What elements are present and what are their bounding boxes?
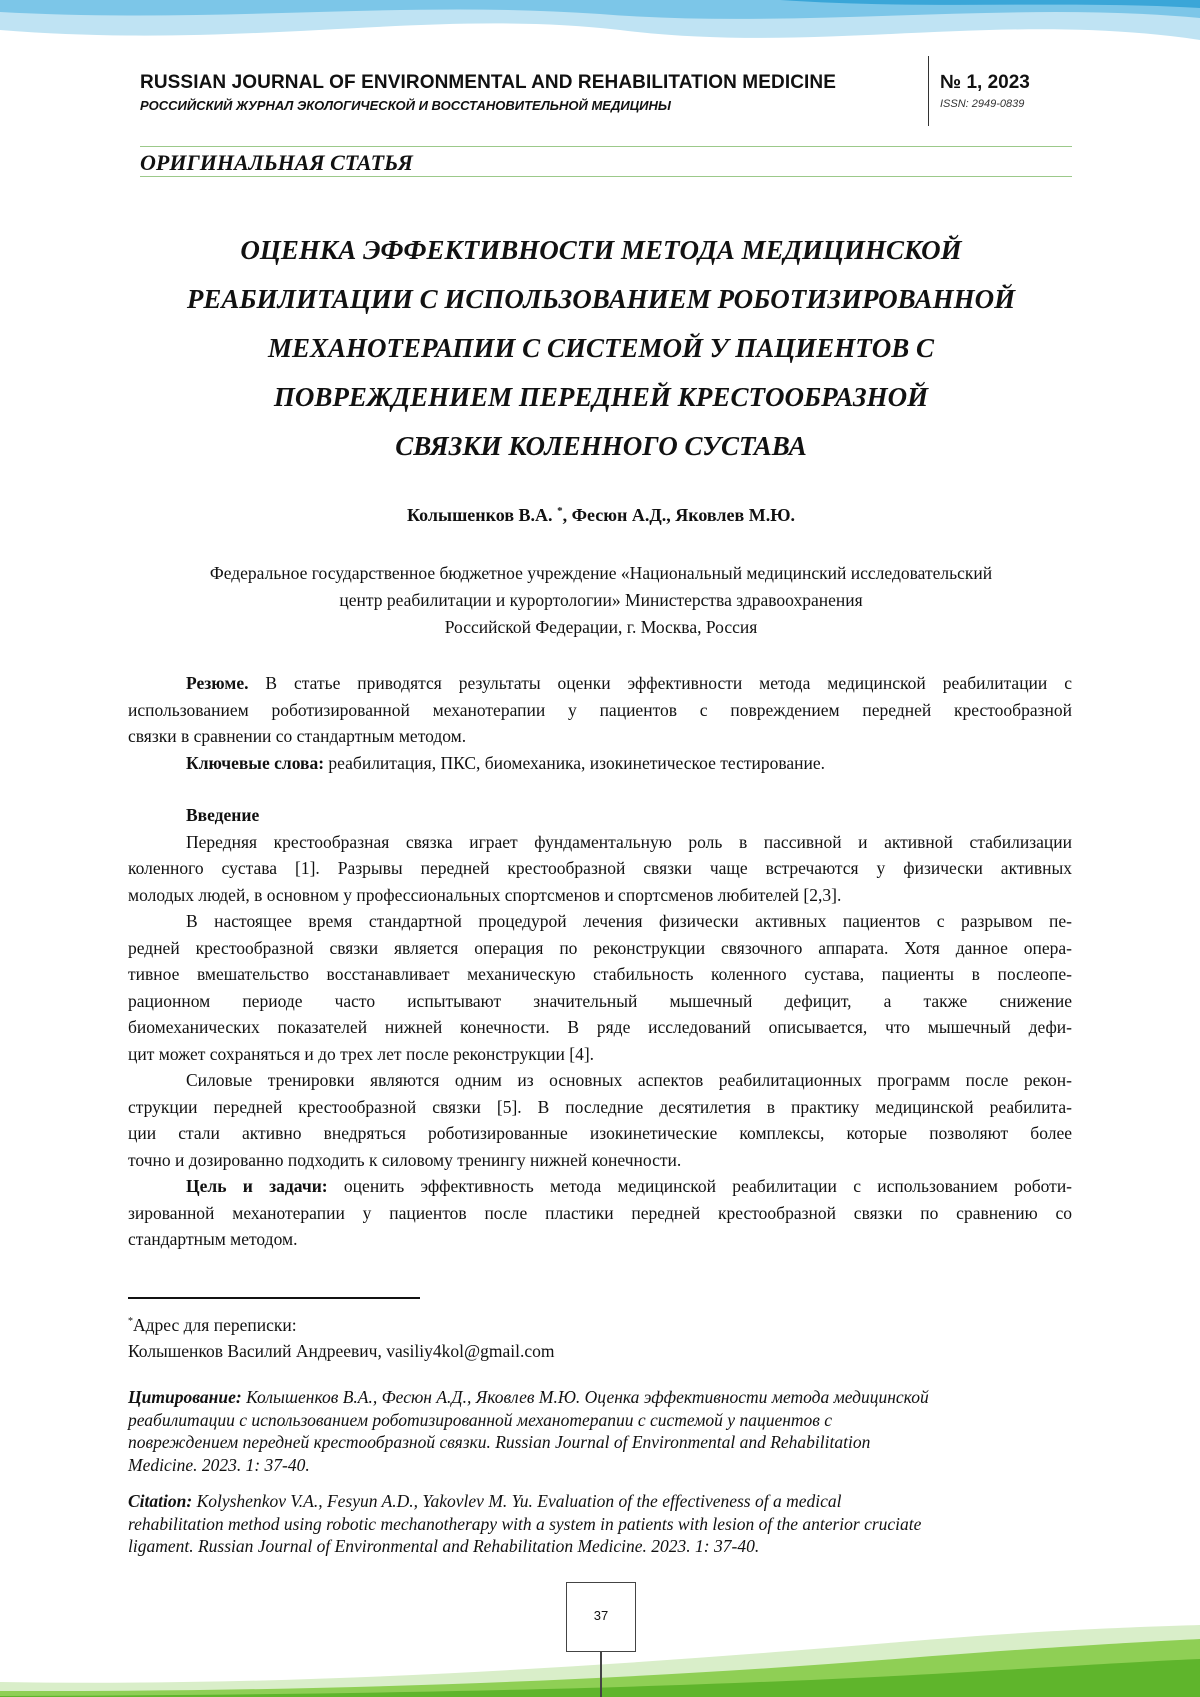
- goal-line: [128, 1173, 1072, 1200]
- paragraph-line: точно и дозированно подходить к силовому тренингу нижней конечности.: [128, 1149, 682, 1170]
- citation-en-label: Citation:: [128, 1491, 193, 1511]
- footnote-label: Адрес для переписки:: [133, 1314, 297, 1335]
- intro-heading: [128, 802, 1072, 829]
- footnote-mark: *: [128, 1316, 133, 1327]
- citation-ru-line: Medicine. 2023. 1: 37-40.: [128, 1454, 310, 1475]
- paragraph-line: коленного сустава [1]. Разрывы передней крестообразной связки чаще встречаются у физически активных: [128, 858, 1072, 878]
- paragraph-line: ции стали активно внедряться роботизированные изокинетические комплексы, которые позволяют более: [128, 1123, 1072, 1143]
- citation-en-line: rehabilitation method using robotic mechanotherapy with a system in patients with lesion of the anterior cruciate: [128, 1513, 922, 1534]
- section-rule-top: [140, 146, 1072, 147]
- affiliation-line: центр реабилитации и курортологии» Министерства здравоохранения: [339, 590, 863, 610]
- paragraph-line: цит может сохраняться и до трех лет после реконструкции [4].: [128, 1043, 595, 1064]
- footnote-rule: [128, 1297, 420, 1299]
- paragraph-line: Передняя крестообразная связка играет фундаментальную роль в пассивной и активной стабилизации: [186, 831, 1072, 852]
- paragraph-line: молодых людей, в основном у профессиональных спортсменов и спортсменов любителей [2,3].: [128, 884, 842, 905]
- paragraph-line: биомеханических показателей нижней конечности. В ряде исследований описывается, что мышечный дефи-: [128, 1017, 1072, 1037]
- keywords: [128, 750, 1072, 777]
- paragraph-line: редней крестообразной связки является операция по реконструкции связочного аппарата. Хотя данное опера-: [128, 937, 1072, 958]
- page-number-stem: [600, 1652, 602, 1697]
- affiliation-line: Российской Федерации, г. Москва, Россия: [444, 617, 758, 637]
- citation-en-line: ligament. Russian Journal of Environmental and Rehabilitation Medicine. 2023. 1: 37-40.: [128, 1536, 760, 1556]
- citation-ru-label: Цитирование:: [128, 1387, 242, 1407]
- title-line: РЕАБИЛИТАЦИИ С ИСПОЛЬЗОВАНИЕМ РОБОТИЗИРОВАННОЙ: [186, 284, 1016, 314]
- page-number: 37: [566, 1582, 636, 1652]
- keywords-text: реабилитация, ПКС, биомеханика, изокинетическое тестирование.: [324, 752, 826, 773]
- title-line: ОЦЕНКА ЭФФЕКТИВНОСТИ МЕТОДА МЕДИЦИНСКОЙ: [240, 235, 962, 265]
- abstract-label: Резюме.: [186, 673, 249, 693]
- title-line: СВЯЗКИ КОЛЕННОГО СУСТАВА: [395, 431, 807, 461]
- issue-number: № 1, 2023: [940, 72, 1030, 93]
- citation-en-text: Kolyshenkov V.A., Fesyun A.D., Yakovlev M. Yu. Evaluation of the effectiveness of a medical: [192, 1491, 842, 1511]
- intro-heading-text: Введение: [186, 805, 260, 825]
- citation-ru-text: Колышенков В.А., Фесюн А.Д., Яковлев М.Ю. Оценка эффективности метода медицинской: [241, 1387, 929, 1407]
- paragraph-line: рационном периоде часто испытывают значительный мышечный дефицит, а также снижение: [128, 990, 1072, 1011]
- title-line: МЕХАНОТЕРАПИИ С СИСТЕМОЙ У ПАЦИЕНТОВ С: [267, 333, 935, 363]
- abstract-line: использованием роботизированной механотерапии у пациентов с повреждением передней крестообразной: [128, 699, 1072, 720]
- journal-title-en: RUSSIAN JOURNAL OF ENVIRONMENTAL AND REHABILITATION MEDICINE: [140, 72, 836, 93]
- title-line: ПОВРЕЖДЕНИЕМ ПЕРЕДНЕЙ КРЕСТООБРАЗНОЙ: [273, 382, 929, 412]
- citation-ru: [128, 1386, 1072, 1476]
- goal-label: Цель и задачи:: [186, 1176, 328, 1196]
- footnote: [128, 1309, 554, 1364]
- goal-line: зированной механотерапии у пациентов после пластики передней крестообразной связки по сравнению со: [128, 1202, 1072, 1223]
- corresponding-mark: *: [557, 505, 563, 517]
- author-rest: , Фесюн А.Д., Яковлев М.Ю.: [562, 505, 795, 525]
- journal-title-ru: РОССИЙСКИЙ ЖУРНАЛ ЭКОЛОГИЧЕСКОЙ И ВОССТАНОВИТЕЛЬНОЙ МЕДИЦИНЫ: [140, 98, 671, 113]
- keywords-label: Ключевые слова:: [186, 752, 325, 773]
- paragraph-line: тивное вмешательство восстанавливает механическую стабильность коленного сустава, пациенты в послеопе-: [128, 964, 1072, 984]
- affiliation-line: Федеральное государственное бюджетное учреждение «Национальный медицинский исследовательский: [209, 563, 993, 583]
- authors: [140, 505, 1062, 526]
- author-first: Колышенков В.А.: [407, 505, 553, 525]
- paragraph-line: В настоящее время стандартной процедурой лечения физически активных пациентов с разрывом пе-: [186, 911, 1072, 931]
- article-title: [140, 226, 1062, 471]
- article-body: [128, 670, 1072, 1253]
- corresponding-author: Колышенков Василий Андреевич, vasiliy4kol@gmail.com: [128, 1340, 555, 1361]
- header-divider: [928, 56, 929, 126]
- issn: ISSN: 2949-0839: [940, 98, 1025, 110]
- paragraph-line: Силовые тренировки являются одним из основных аспектов реабилитационных программ после рекон-: [186, 1070, 1072, 1090]
- section-rule-bottom: [140, 176, 1072, 177]
- abstract-text: В статье приводятся результаты оценки эффективности метода медицинской реабилитации с: [248, 673, 1072, 693]
- paragraph-line: струкции передней крестообразной связки [5]. В последние десятилетия в практику медицинской реабилита-: [128, 1096, 1072, 1117]
- citation-ru-line: реабилитации с использованием роботизированной механотерапии с системой у пациентов с: [128, 1409, 833, 1430]
- abstract-line: связки в сравнении со стандартным методом.: [128, 726, 467, 746]
- affiliation: [140, 560, 1062, 641]
- citation-en: [128, 1490, 1072, 1558]
- goal-text: оценить эффективность метода медицинской реабилитации с использованием роботи-: [327, 1176, 1073, 1196]
- section-label: ОРИГИНАЛЬНАЯ СТАТЬЯ: [140, 150, 413, 175]
- abstract-line: [128, 670, 1072, 697]
- journal-header: [140, 70, 1140, 130]
- goal-line: стандартным методом.: [128, 1229, 298, 1249]
- citation-ru-line: повреждением передней крестообразной связки. Russian Journal of Environmental and Rehabilitation: [128, 1432, 871, 1452]
